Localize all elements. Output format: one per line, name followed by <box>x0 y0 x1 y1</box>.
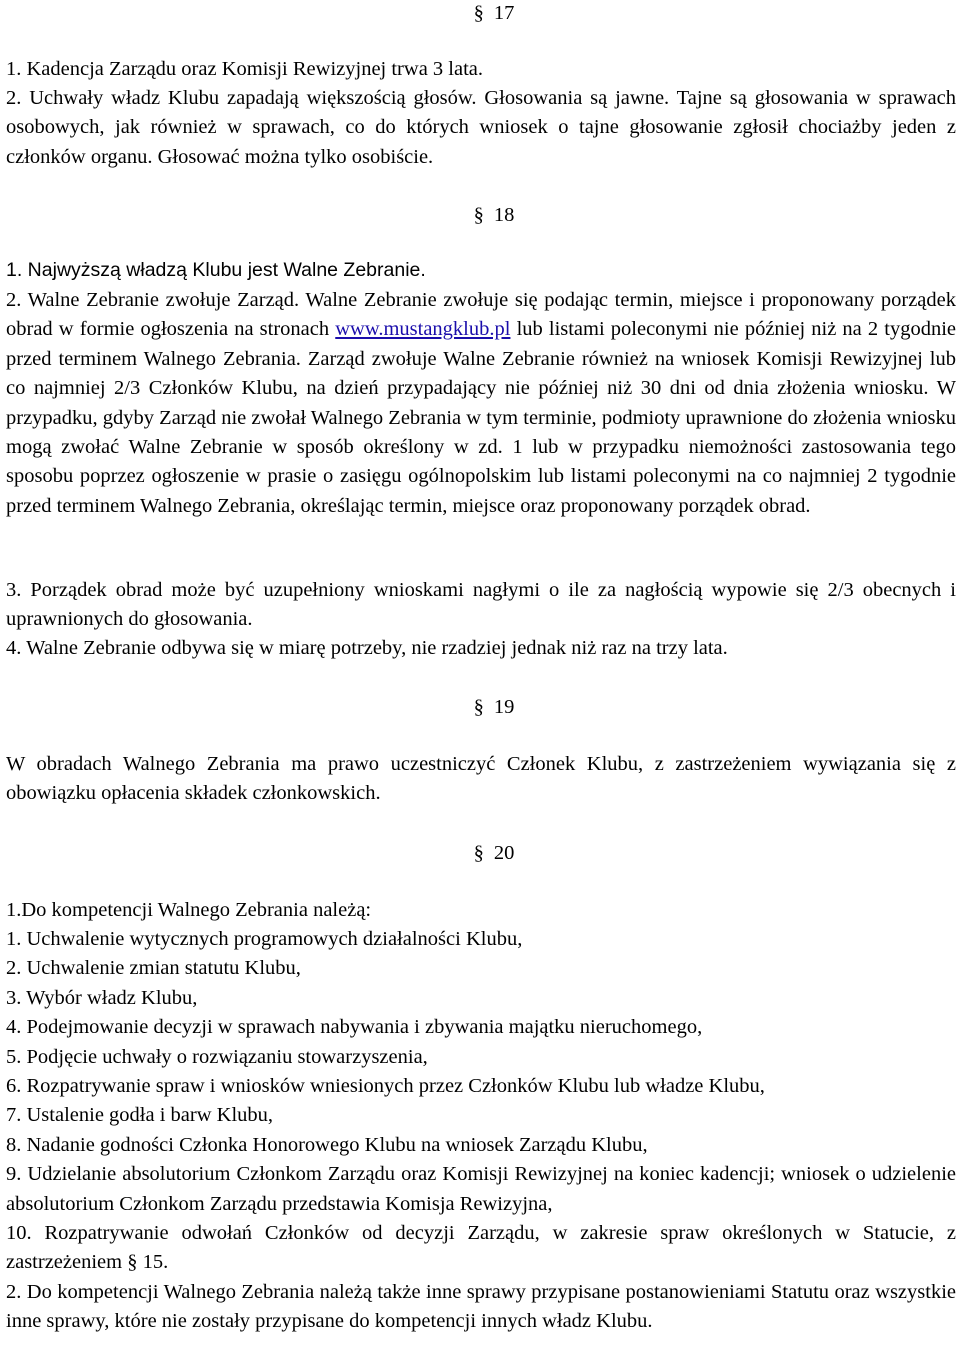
section-symbol: § <box>473 2 484 24</box>
s18-paragraph-3: 3. Porządek obrad może być uzupełniony wnioskami nagłymi o ile za nagłością wypowie się 2/3 obecnych i uprawnionych do głosowania. <box>6 579 956 631</box>
section-heading-17 <box>6 0 956 26</box>
list-item: 5. Podjęcie uchwały o rozwiązaniu stowarzyszenia, <box>6 1045 428 1068</box>
section-number: 20 <box>493 842 515 864</box>
list-item: 4. Podejmowanie decyzji w sprawach nabywania i zbywania majątku nieruchomego, <box>6 1016 703 1039</box>
section-heading-20 <box>6 840 956 866</box>
s18-paragraph-4: 4. Walne Zebranie odbywa się w miarę potrzeby, nie rzadziej jednak niż raz na trzy lata. <box>6 637 728 659</box>
website-link[interactable]: www.mustangklub.pl <box>335 318 511 341</box>
s20-intro: 1.Do kompetencji Walnego Zebrania należą: <box>6 899 372 921</box>
s19-paragraph-1: W obradach Walnego Zebrania ma prawo uczestniczyć Członek Klubu, z zastrzeżeniem wywiązania się z obowiązku opłacenia składek członkowskich. <box>6 753 956 805</box>
list-item: 3. Wybór władz Klubu, <box>6 986 198 1009</box>
s20-competence-list <box>6 925 956 1337</box>
s18-paragraph-2-text-b: lub listami poleconymi nie później niż na 2 tygodnie przed terminem Walnego Zebrania. Zarząd zwołuje Walne Zebranie również na wniosek Komisji Rewizyjnej lub co najmniej 2/3 Członków Klubu, na dzień przypadający nie później niż 30 dni od dnia złożenia wniosku. W przypadku, gdyby Zarząd nie zwołał Walnego Zebrania w tym terminie, podmioty uprawnione do złożenia wniosku mogą zwołać Walne Zebranie w sposób określony w zd. 1 lub w przypadku niemożności zastosowania tego sposobu poprzez ogłoszenie w prasie o zasięgu ogólnopolskim lub listami poleconymi na co najmniej 2 tygodnie przed terminem Walnego Zebrania, określając termin, miejsce oraz proponowany porządek obrad. <box>6 318 956 517</box>
list-item: 8. Nadanie godności Członka Honorowego Klubu na wniosek Zarządu Klubu, <box>6 1133 648 1156</box>
s17-paragraph-1: 1. Kadencja Zarządu oraz Komisji Rewizyjnej trwa 3 lata. <box>6 58 484 80</box>
list-item: 10. Rozpatrywanie odwołań Członków od decyzji Zarządu, w zakresie spraw określonych w Statucie, z zastrzeżeniem § 15. <box>6 1222 956 1274</box>
s17-paragraph-2: 2. Uchwały władz Klubu zapadają większością głosów. Głosowania są jawne. Tajne są głosowania w sprawach osobowych, jak również w sprawach, co do których wniosek o tajne głosowanie zgłosił chociażby jeden z członków organu. Głosować można tylko osobiście. <box>6 87 956 168</box>
section-number: 18 <box>493 204 515 226</box>
section-heading-18 <box>6 202 956 228</box>
section-number: 17 <box>493 2 515 24</box>
s18-paragraph-1: 1. Najwyższą władzą Klubu jest Walne Zebranie. <box>6 259 426 281</box>
list-item: 1. Uchwalenie wytycznych programowych działalności Klubu, <box>6 928 523 950</box>
section-number: 19 <box>493 696 515 718</box>
s18-paragraph-2-text-a: 2. Walne Zebranie zwołuje Zarząd. Walne Zebranie zwołuje się podając termin, miejsce i proponowany porządek obrad w formie ogłoszenia na stronach <box>6 289 956 341</box>
s20-paragraph-2: 2. Do kompetencji Walnego Zebrania należą także inne sprawy przypisane postanowieniami Statutu oraz wszystkie inne sprawy, które nie zostały przypisane do kompetencji innych władz Klubu. <box>6 1280 956 1333</box>
list-item: 9. Udzielanie absolutorium Członkom Zarządu oraz Komisji Rewizyjnej na koniec kadencji; wniosek o udzielenie absolutorium Członkom Zarządu przedstawia Komisja Rewizyjna, <box>6 1163 956 1215</box>
s18-paragraph-2 <box>6 286 956 521</box>
section-symbol: § <box>473 842 484 864</box>
section-heading-19 <box>6 694 956 720</box>
section-symbol: § <box>473 204 484 226</box>
list-item: 2. Uchwalenie zmian statutu Klubu, <box>6 957 301 980</box>
section-symbol: § <box>473 696 484 718</box>
list-item: 7. Ustalenie godła i barw Klubu, <box>6 1104 274 1127</box>
list-item: 6. Rozpatrywanie spraw i wniosków wniesionych przez Członków Klubu lub władze Klubu, <box>6 1075 765 1098</box>
